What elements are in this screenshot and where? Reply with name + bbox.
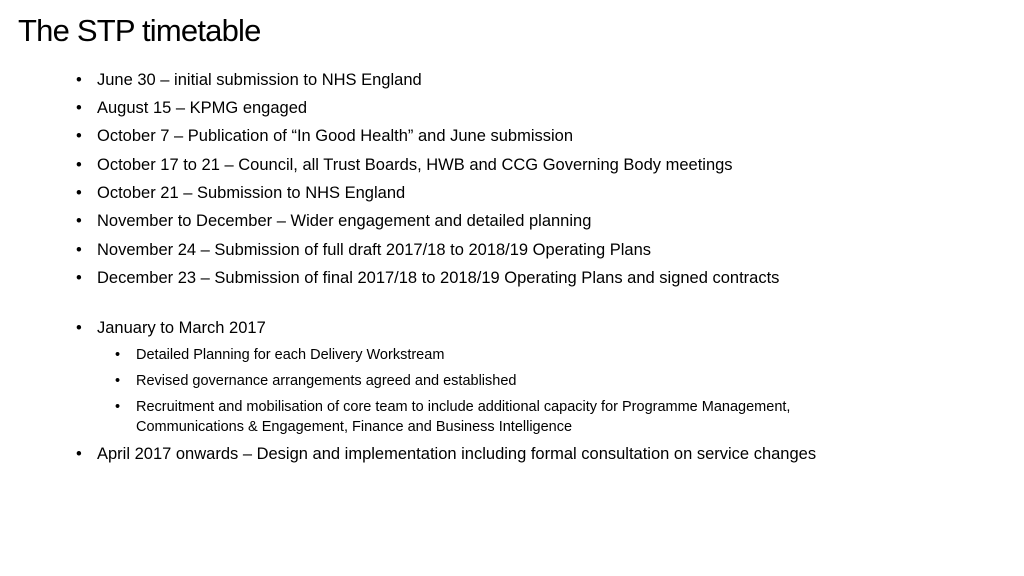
- bullet-icon: •: [76, 319, 82, 337]
- bullet-item: [76, 70, 422, 90]
- bullet-icon: •: [76, 184, 82, 202]
- sub-bullet-item: [115, 346, 445, 365]
- sub-bullet-icon: •: [115, 373, 121, 389]
- bullet-icon: •: [76, 241, 82, 259]
- sub-bullet-item: [115, 372, 517, 391]
- bullet-text: October 17 to 21 – Council, all Trust Boards, HWB and CCG Governing Body meetings: [97, 156, 733, 174]
- bullet-icon: •: [76, 445, 82, 463]
- bullet-icon: •: [76, 99, 82, 117]
- sub-bullet-text: Communications & Engagement, Finance and Business Intelligence: [136, 419, 573, 435]
- bullet-item: [76, 444, 817, 464]
- bullet-icon: •: [76, 127, 82, 145]
- bullet-icon: •: [76, 212, 82, 230]
- sub-bullet-icon: •: [115, 399, 121, 415]
- sub-bullet-text: Detailed Planning for each Delivery Workstream: [136, 347, 445, 363]
- bullet-text: December 23 – Submission of final 2017/18 to 2018/19 Operating Plans and signed contracts: [97, 269, 780, 287]
- bullet-text: November to December – Wider engagement and detailed planning: [97, 212, 592, 230]
- bullet-text: October 7 – Publication of “In Good Health” and June submission: [97, 127, 574, 145]
- sub-bullet-item: [115, 398, 791, 417]
- bullet-text: November 24 – Submission of full draft 2017/18 to 2018/19 Operating Plans: [97, 241, 652, 259]
- bullet-item: [76, 126, 574, 146]
- bullet-icon: •: [76, 71, 82, 89]
- bullet-item: [76, 98, 308, 118]
- bullet-item: [76, 268, 780, 288]
- bullet-icon: •: [76, 269, 82, 287]
- sub-bullet-icon: •: [115, 347, 121, 363]
- bullet-item: [76, 318, 266, 338]
- bullet-item: [76, 183, 406, 203]
- sub-bullet-text: Revised governance arrangements agreed and established: [136, 373, 517, 389]
- slide-title: The STP timetable: [18, 13, 261, 48]
- bullet-item: [76, 155, 733, 175]
- bullet-icon: •: [76, 156, 82, 174]
- bullet-text: June 30 – initial submission to NHS England: [97, 71, 422, 89]
- bullet-text: August 15 – KPMG engaged: [97, 99, 308, 117]
- bullet-text: April 2017 onwards – Design and implementation including formal consultation on service changes: [97, 445, 817, 463]
- bullet-text: October 21 – Submission to NHS England: [97, 184, 406, 202]
- bullet-text: January to March 2017: [97, 319, 266, 337]
- bullet-item: [76, 211, 592, 231]
- sub-bullet-continuation: [136, 418, 572, 437]
- bullet-item: [76, 240, 652, 260]
- sub-bullet-text: Recruitment and mobilisation of core team to include additional capacity for Programme Management,: [136, 399, 791, 415]
